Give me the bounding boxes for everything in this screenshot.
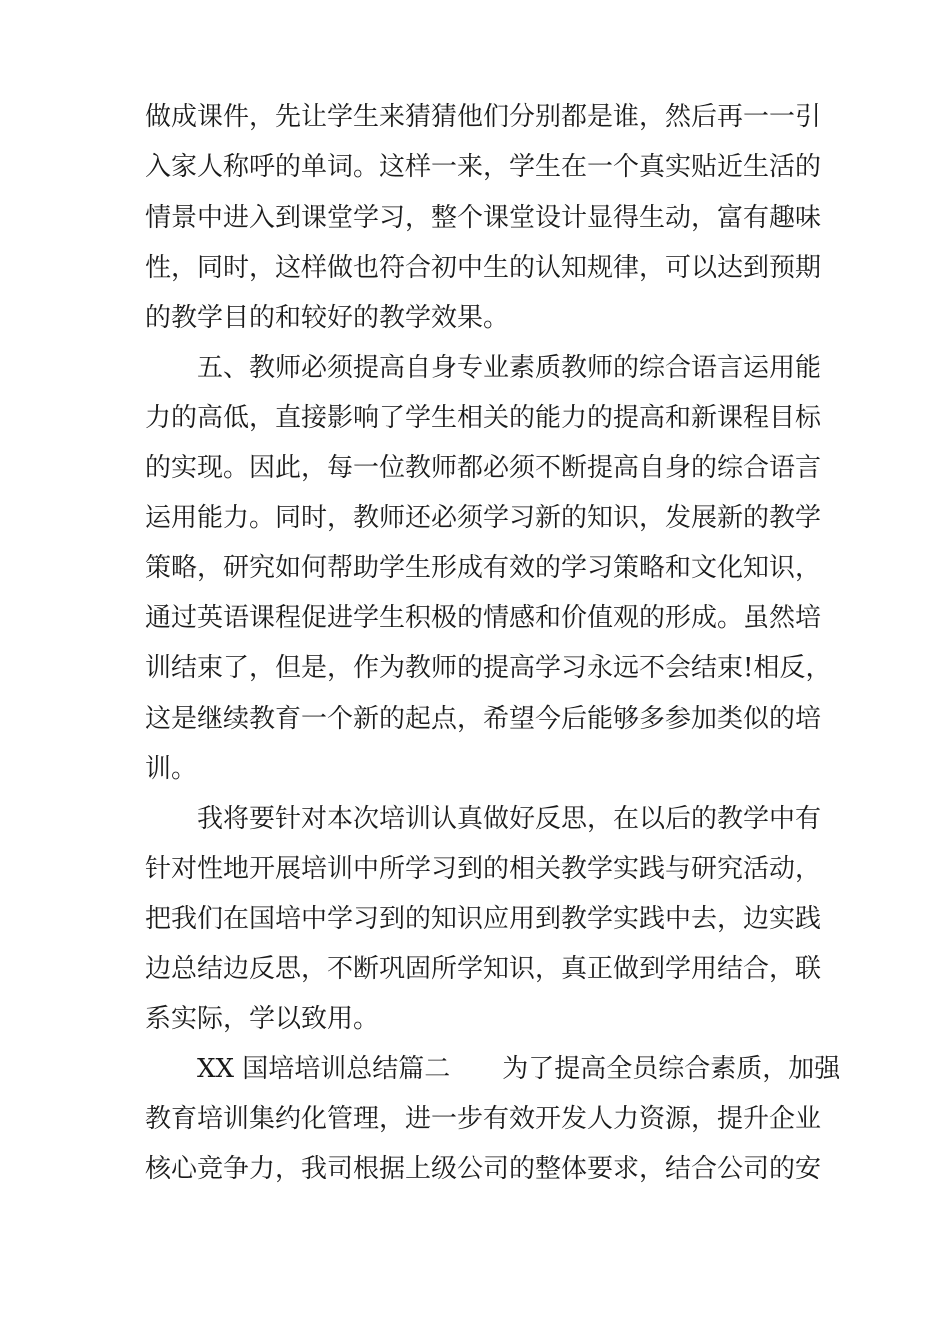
paragraph-first-line: 五、教师必须提高自身专业素质教师的综合语言运用能 (197, 353, 822, 383)
paragraph-first-line: 我将要针对本次培训认真做好反思，在以后的教学中有 (197, 804, 822, 834)
text-line: 边总结边反思，不断巩固所学知识，真正做到学用结合，联 (145, 954, 822, 984)
text-line: 的教学目的和较好的教学效果。 (145, 303, 510, 333)
text-line: 情景中进入到课堂学习，整个课堂设计显得生动，富有趣味 (145, 203, 822, 233)
text-line: 针对性地开展培训中所学习到的相关教学实践与研究活动， (145, 854, 822, 884)
text-line: 训。 (145, 754, 198, 784)
text-line: 策略，研究如何帮助学生形成有效的学习策略和文化知识， (145, 553, 822, 583)
text-line: 性，同时，这样做也符合初中生的认知规律，可以达到预期 (145, 253, 822, 283)
text-line: 教育培训集约化管理，进一步有效开发人力资源，提升企业 (145, 1104, 822, 1134)
section-heading-line: XX 国培培训总结篇二 为了提高全员综合素质，加强 (197, 1054, 841, 1084)
text-line: 把我们在国培中学习到的知识应用到教学实践中去，边实践 (145, 904, 822, 934)
text-line: 运用能力。同时，教师还必须学习新的知识，发展新的教学 (145, 503, 822, 533)
text-line: 核心竞争力，我司根据上级公司的整体要求，结合公司的安 (145, 1154, 822, 1184)
text-line: 系实际，学以致用。 (145, 1004, 380, 1034)
text-line: 的实现。因此，每一位教师都必须不断提高自身的综合语言 (145, 453, 822, 483)
text-line: 力的高低，直接影响了学生相关的能力的提高和新课程目标 (145, 403, 822, 433)
text-line: 做成课件，先让学生来猜猜他们分别都是谁，然后再一一引 (145, 102, 822, 132)
text-line: 通过英语课程促进学生积极的情感和价值观的形成。虽然培 (145, 603, 822, 633)
text-line: 入家人称呼的单词。这样一来，学生在一个真实贴近生活的 (145, 152, 822, 182)
text-line: 这是继续教育一个新的起点，希望今后能够多参加类似的培 (145, 704, 822, 734)
text-line: 训结束了，但是，作为教师的提高学习永远不会结束!相反， (145, 653, 832, 683)
